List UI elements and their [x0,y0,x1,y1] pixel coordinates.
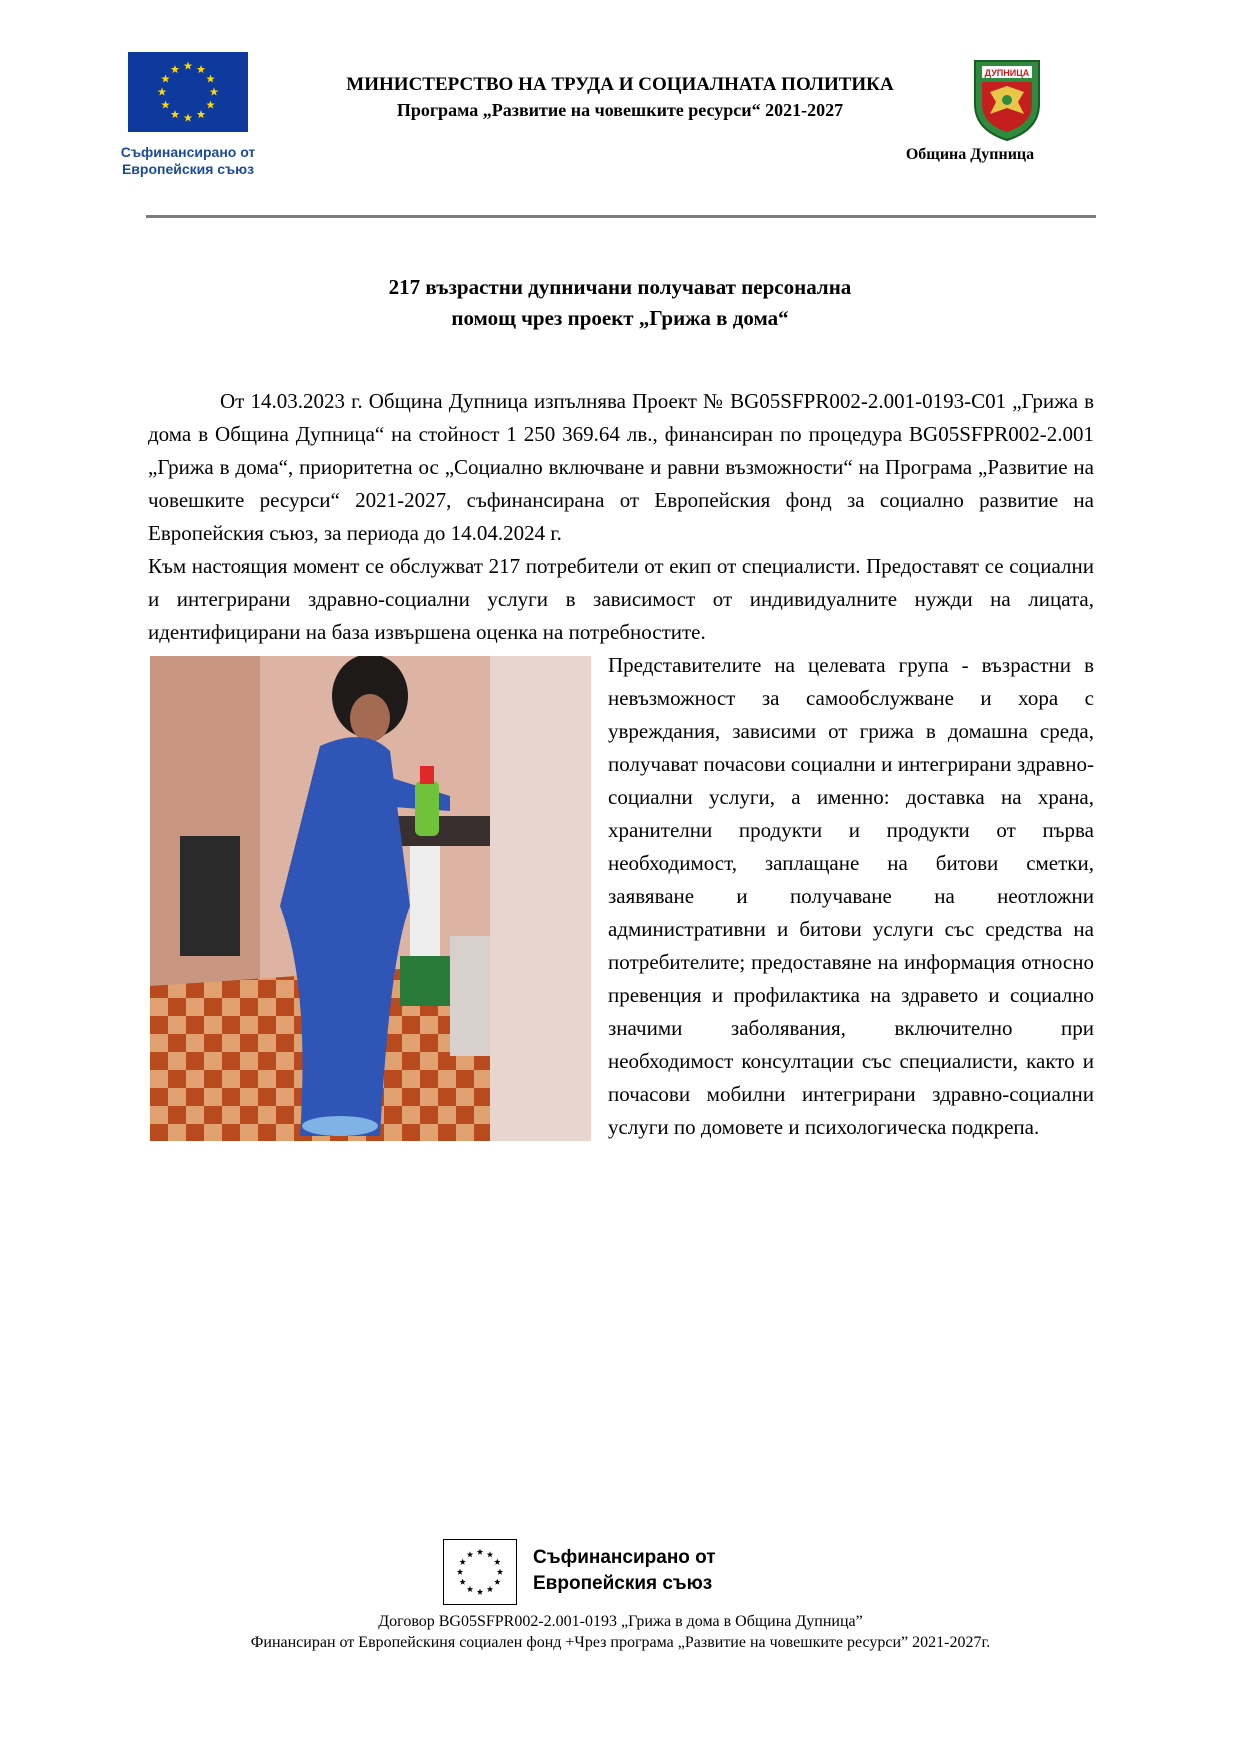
eu-logo-text-line1: Съфинансирано от [120,144,256,160]
article-title-line1: 217 възрастни дупничани получават персонална [388,275,852,299]
star-icon [477,1549,483,1555]
article-title [300,272,940,334]
footer-eu-emblem [443,1539,755,1607]
star-icon [494,1579,500,1585]
caregiver-photo [150,656,591,1141]
star-icon [457,1569,463,1575]
eu-stars-icon [443,1539,517,1605]
footer-eu-text-line1: Съфинансирано от [533,1547,716,1568]
star-icon [459,1559,465,1565]
star-icon [467,1586,473,1592]
star-icon [487,1586,493,1592]
star-icon [477,1589,483,1595]
municipality-name: Община Дупница [905,146,1035,163]
ministry-title: МИНИСТЕРСТВО НА ТРУДА И СОЦИАЛНАТА ПОЛИТИКА [346,74,894,95]
article-paragraph-3: Представителите на целевата група - възрастни в невъзможност за самообслужване и хора с увреждания, зависими от грижа в домашна среда, получават почасови социални и интегрирани здравно-социални услуги, а именно: доставка на храна, хранителни продукти и продукти от първа необходимост, заплащане на битови сметки, заявяване и получаване на неотложни административни и битови услуги със средства на потребителите; предоставяне на информация относно превенция и профилактика на здравето и социално значими заболявания, включително при необходимост консултации със специалисти, както и почасови мобилни интегрирани здравно-социални услуги по домовете и психологическа подкрепа. [608,653,1094,1139]
footer-funding-line: Финансиран от Европейскиня социален фонд +Чрез програма „Развитие на човешките ресурси” 2021-2027г. [250,1634,991,1651]
article-body [148,385,1094,1147]
star-icon [467,1551,473,1557]
star-icon [487,1551,493,1557]
article-paragraph-1: От 14.03.2023 г. Община Дупница изпълнява Проект № BG05SFPR002-2.001-0193-C01 „Грижа в дома в Община Дупница“ на стойност 1 250 369.64 лв., финансиран по процедура BG05SFPR002-2.001 „Грижа в дома“, приоритетна ос „Социално включване и равни възможности“ на Програма „Развитие на човешките ресурси“ 2021-2027, съфинансирана от Европейския фонд за социално развитие на Европейския съюз, за периода до 14.04.2024 г. [148,389,1094,545]
article-title-line2: помощ чрез проект „Грижа в дома“ [451,306,789,330]
star-icon [494,1559,500,1565]
dupnitsa-crest-icon [972,58,1042,142]
eu-logo-text-line2: Европейския съюз [121,161,255,177]
header-divider [146,215,1096,218]
programme-title: Програма „Развитие на човешките ресурси“ 2021-2027 [396,100,844,120]
star-icon [497,1569,503,1575]
footer-eu-text-line2: Европейския съюз [533,1573,713,1594]
crest-label: ДУПНИЦА [984,68,1030,78]
footer-contract-line: Договор BG05SFPR002-2.001-0193 „Грижа в дома в Община Дупница” [378,1613,863,1630]
eu-cofunded-logo [118,52,258,180]
eu-flag-icon [128,52,248,132]
article-paragraph-2: Към настоящия момент се обслужват 217 потребители от екип от специалисти. Предоставят се социални и интегрирани здравно-социални услуги в зависимост от индивидуалните нужди на лицата, идентифицирани на база извършена оценка на потребностите. [148,554,1094,644]
star-icon [459,1579,465,1585]
